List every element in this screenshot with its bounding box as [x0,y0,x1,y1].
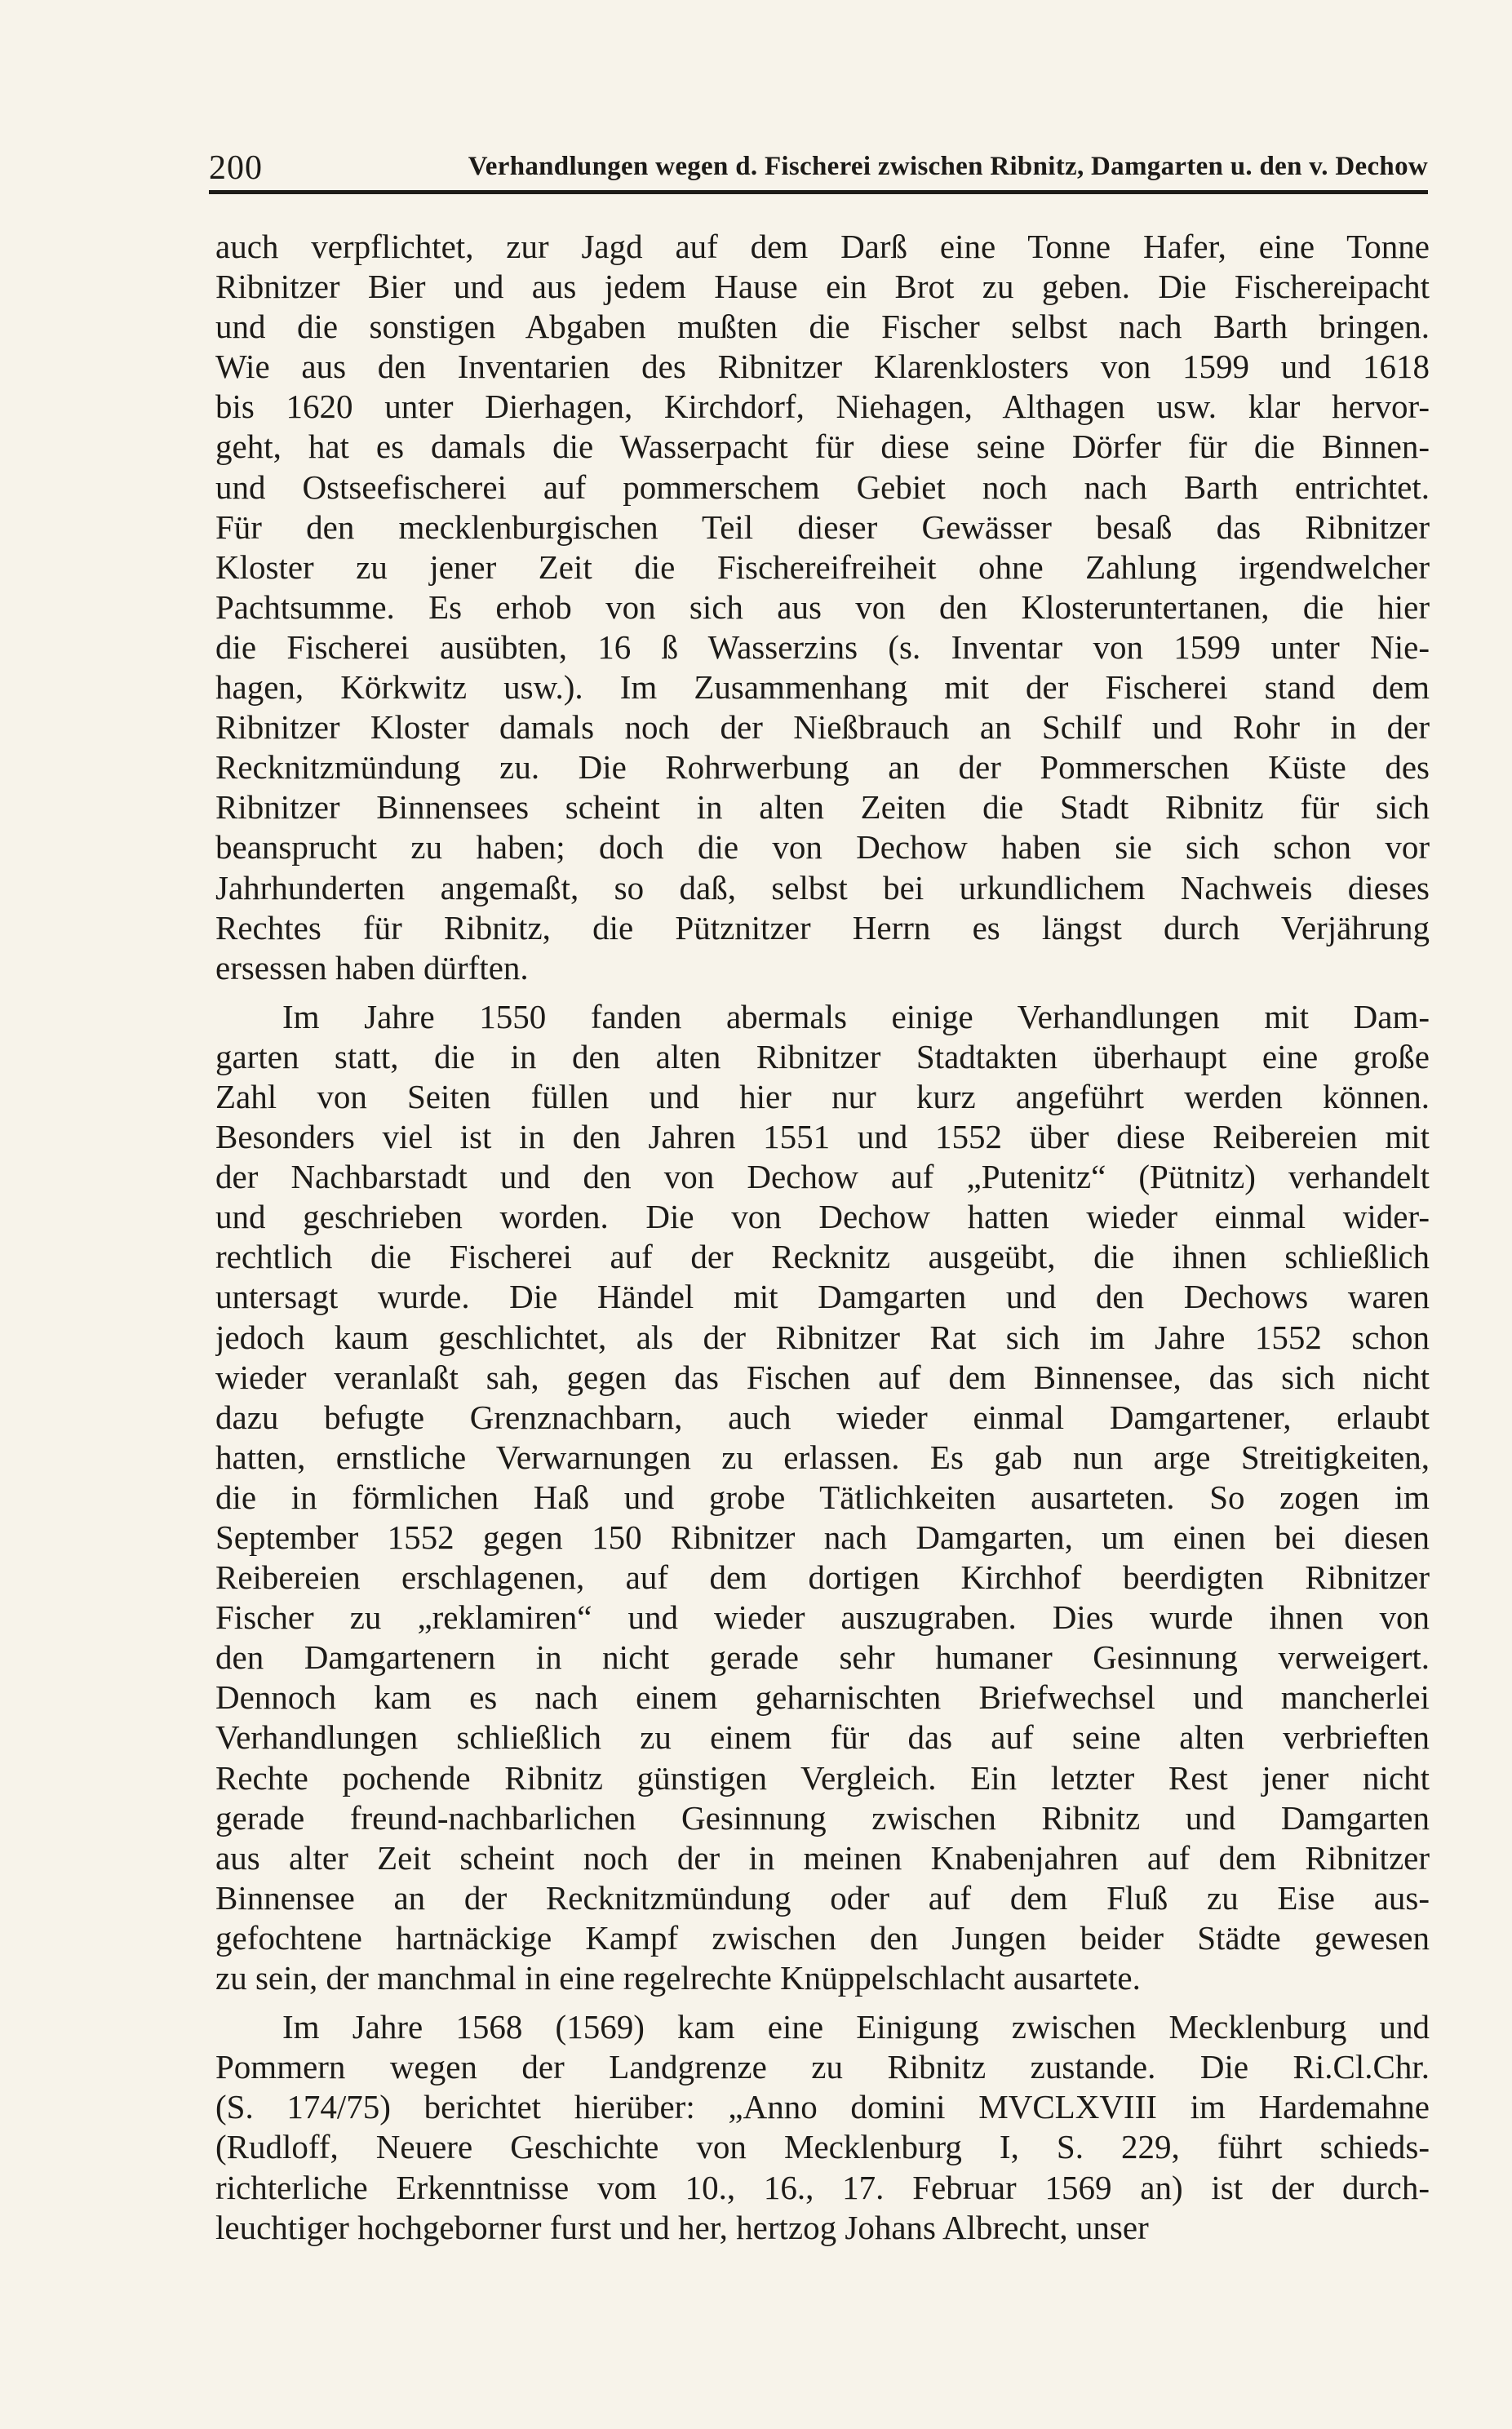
text-line: die Fischerei ausübten, 16 ß Wasserzins (s. Inventar von 1599 unter Nie- [215,627,1430,666]
text-line: hagen, Körkwitz usw.). Im Zusammenhang mit der Fischerei stand dem [215,668,1430,707]
page-number: 200 [209,149,263,187]
text-line: auch verpflichtet, zur Jagd auf dem Darß eine Tonne Hafer, eine Tonne [215,228,1430,265]
text-line: September 1552 gegen 150 Ribnitzer nach Damgarten, um einen bei diesen [215,1518,1430,1556]
text-line: Ribnitzer Bier und aus jedem Hause ein Brot zu geben. Die Fischereipacht [215,268,1430,306]
text-line: aus alter Zeit scheint noch der in meinen Knabenjahren auf dem Ribnitzer [215,1838,1430,1877]
text-line: Dennoch kam es nach einem geharnischten Briefwechsel und mancherlei [215,1678,1430,1717]
text-line: jedoch kaum geschlichtet, als der Ribnitzer Rat sich im Jahre 1552 schon [215,1318,1430,1356]
text-line: Jahrhunderten angemaßt, so daß, selbst bei urkundlichem Nachweis dieses [215,868,1430,906]
text-line: Pachtsumme. Es erhob von sich aus von den Klosteruntertanen, die hier [215,587,1430,626]
text-line: und die sonstigen Abgaben mußten die Fischer selbst nach Barth bringen. [215,308,1430,346]
text-line: Binnensee an der Recknitzmündung oder auf dem Fluß zu Eise aus- [215,1878,1430,1917]
text-line: und Ostseefischerei auf pommerschem Gebiet noch nach Barth entrichtet. [215,468,1430,506]
text-line: bis 1620 unter Dierhagen, Kirchdorf, Niehagen, Althagen usw. klar hervor- [215,388,1430,426]
text-line: den Damgartenern in nicht gerade sehr humaner Gesinnung verweigert. [215,1638,1430,1677]
paragraph [215,997,1430,1998]
running-title: Verhandlungen wegen d. Fischerei zwischen Ribnitz, Damgarten u. den v. Dechow [468,152,1428,181]
text-line: rechtlich die Fischerei auf der Recknitz ausgeübt, die ihnen schließlich [215,1238,1430,1276]
text-line: wieder veranlaßt sah, gegen das Fischen auf dem Binnensee, das sich nicht [215,1358,1430,1396]
text-line: beansprucht zu haben; doch die von Dechow haben sie sich schon vor [215,828,1430,867]
text-line: gefochtene hartnäckige Kampf zwischen den Jungen beider Städte gewesen [215,1918,1430,1957]
text-line: und geschrieben worden. Die von Dechow hatten wieder einmal wider- [215,1198,1430,1236]
text-line: (Rudloff, Neuere Geschichte von Mecklenburg I, S. 229, führt schieds- [215,2128,1430,2166]
text-line: Zahl von Seiten füllen und hier nur kurz angeführt werden können. [215,1077,1430,1115]
text-line: hatten, ernstliche Verwarnungen zu erlassen. Es gab nun arge Streitigkeiten, [215,1438,1430,1476]
text-line: Für den mecklenburgischen Teil dieser Gewässer besaß das Ribnitzer [215,508,1430,546]
text-line: Rechtes für Ribnitz, die Pütznitzer Herrn es längst durch Verjährung [215,908,1430,946]
text-line: Im Jahre 1550 fanden abermals einige Verhandlungen mit Dam- [282,997,1430,1035]
page-header [209,145,1428,188]
text-line: Kloster zu jener Zeit die Fischereifreiheit ohne Zahlung irgendwelcher [215,547,1430,586]
text-line: richterliche Erkenntnisse vom 10., 16., 17. Februar 1569 an) ist der durch- [215,2168,1430,2206]
paragraph [215,2007,1430,2248]
text-line: garten statt, die in den alten Ribnitzer Stadtakten überhaupt eine große [215,1037,1430,1075]
text-line: Pommern wegen der Landgrenze zu Ribnitz zustande. Die Ri.Cl.Chr. [215,2048,1430,2086]
text-line: geht, hat es damals die Wasserpacht für diese seine Dörfer für die Binnen- [215,428,1430,466]
text-line: die in förmlichen Haß und grobe Tätlichkeiten ausarteten. So zogen im [215,1478,1430,1516]
text-line: Ribnitzer Kloster damals noch der Nießbrauch an Schilf und Rohr in der [215,708,1430,747]
body-text [215,227,1430,2248]
text-line: untersagt wurde. Die Händel mit Damgarten und den Dechows waren [215,1278,1430,1316]
text-line: Fischer zu „reklamiren“ und wieder auszugraben. Dies wurde ihnen von [215,1598,1430,1637]
text-line: Wie aus den Inventarien des Ribnitzer Klarenklosters von 1599 und 1618 [215,348,1430,386]
text-line: dazu befugte Grenznachbarn, auch wieder einmal Damgartener, erlaubt [215,1398,1430,1436]
text-line: leuchtiger hochgeborner furst und her, hertzog Johans Albrecht, unser [215,2208,1149,2246]
text-line: Recknitzmündung zu. Die Rohrwerbung an der Pommerschen Küste des [215,748,1430,787]
text-line: ersessen haben dürften. [215,948,529,986]
text-line: der Nachbarstadt und den von Dechow auf „Putenitz“ (Pütnitz) verhandelt [215,1158,1430,1196]
text-line: Im Jahre 1568 (1569) kam eine Einigung zwischen Mecklenburg und [282,2008,1430,2046]
text-line: Rechte pochende Ribnitz günstigen Vergleich. Ein letzter Rest jener nicht [215,1758,1430,1797]
text-line: Besonders viel ist in den Jahren 1551 und 1552 über diese Reibereien mit [215,1118,1430,1156]
text-line: Ribnitzer Binnensees scheint in alten Zeiten die Stadt Ribnitz für sich [215,788,1430,827]
text-line: Verhandlungen schließlich zu einem für das auf seine alten verbrieften [215,1718,1430,1757]
paragraph [215,227,1430,988]
text-line: (S. 174/75) berichtet hierüber: „Anno domini MVCLXVIII im Hardemahne [215,2088,1430,2126]
text-line: Reibereien erschlagenen, auf dem dortigen Kirchhof beerdigten Ribnitzer [215,1558,1430,1597]
header-rule [209,190,1428,194]
text-line: gerade freund-nachbarlichen Gesinnung zwischen Ribnitz und Damgarten [215,1798,1430,1837]
text-line: zu sein, der manchmal in eine regelrechte Knüppelschlacht ausartete. [215,1959,1141,1997]
